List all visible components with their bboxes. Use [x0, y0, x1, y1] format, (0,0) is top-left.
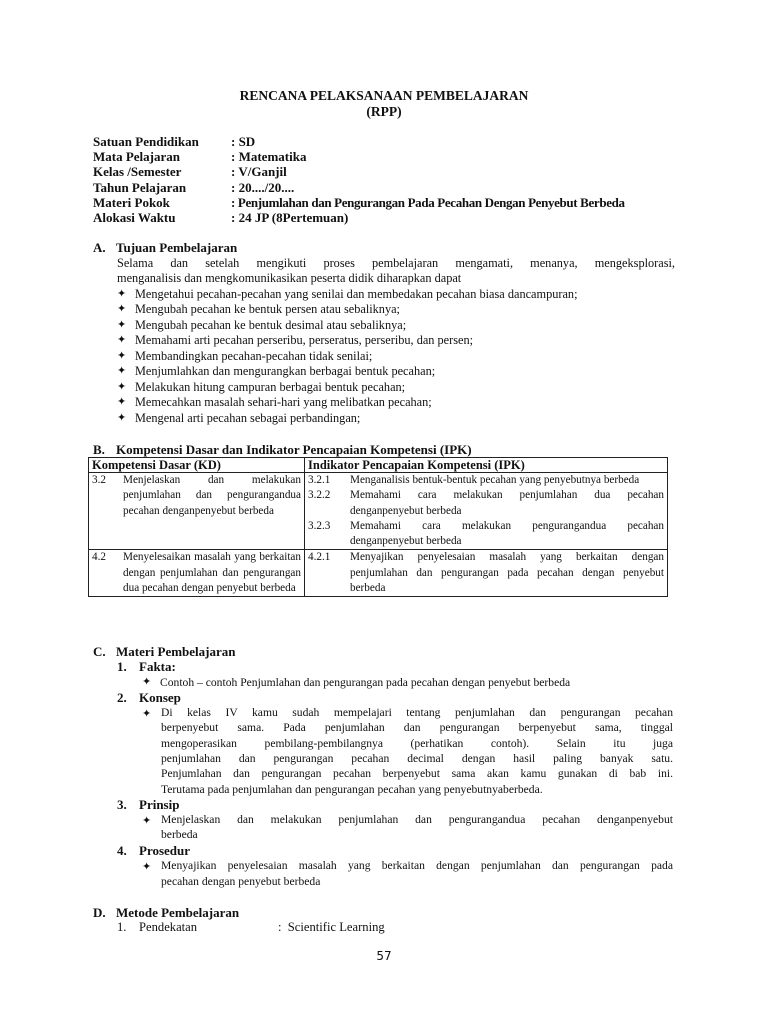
konsep-line: penjumlahan dan pengurangan pecahan decimal dengan hasil paling banyak satu. — [161, 752, 673, 765]
kd-number: 3.2 — [92, 474, 106, 486]
item-title: Prinsip — [139, 797, 180, 812]
konsep-line: mengoperasikan pembilang-pembilangnya (perhatikan contoh). Selain itu juga — [161, 737, 673, 750]
metode-item — [117, 920, 677, 936]
objective-text: Mengubah pecahan ke bentuk desimal atau sebaliknya; — [135, 318, 407, 332]
objective-item — [117, 333, 677, 348]
identity-row — [93, 210, 693, 225]
identity-label: Kelas /Semester — [93, 164, 182, 179]
bullet-icon: ✦ — [117, 288, 127, 300]
objective-item — [117, 287, 677, 302]
identity-row — [93, 149, 693, 164]
section-letter: C. — [93, 644, 106, 659]
section-title: Kompetensi Dasar dan Indikator Pencapaian Kompetensi (IPK) — [116, 442, 472, 457]
section-title: Materi Pembelajaran — [116, 644, 236, 659]
kd-number: 4.2 — [92, 551, 106, 564]
section-a-intro-line2: menganalisis dan mengkomunikasikan peserta didik diharapkan dapat — [117, 271, 462, 285]
ipk-number: 3.2.1 — [308, 474, 331, 486]
item-number: 3. — [117, 797, 127, 812]
objective-text: Memecahkan masalah sehari-hari yang melibatkan pecahan; — [135, 395, 432, 409]
ipk-item — [308, 550, 664, 596]
section-a-heading — [93, 240, 673, 255]
identity-label: Satuan Pendidikan — [93, 134, 199, 149]
bullet-icon: ✦ — [117, 396, 127, 408]
kd-cell — [89, 550, 305, 597]
bullet-icon: ✦ — [117, 381, 127, 393]
ipk-item — [308, 519, 664, 550]
prosedur-line: pecahan dengan penyebut berbeda — [161, 875, 321, 888]
bullet-icon: ✦ — [142, 676, 152, 688]
document-title: RENCANA PELAKSANAAN PEMBELAJARAN — [239, 88, 529, 103]
identity-label: Alokasi Waktu — [93, 210, 176, 225]
prosedur-line: Menyajikan penyelesaian masalah yang berkaitan dengan penjumlahan dan pengurangan pada — [161, 859, 673, 872]
kd-text: Menjelaskan dan melakukan penjumlahan dan pengurangandua pecahan denganpenyebut berbeda — [123, 474, 301, 517]
materi-prinsip-heading — [117, 797, 317, 812]
metode-label: Pendekatan — [139, 920, 198, 934]
ipk-cell — [305, 550, 668, 597]
objective-text: Mengubah pecahan ke bentuk persen atau sebaliknya; — [135, 302, 400, 316]
kd-text: Menyelesaikan masalah yang berkaitan dengan penjumlahan dan pengurangan dua pecahan dengan penyebut berbeda — [123, 551, 301, 595]
item-number: 1. — [117, 659, 127, 674]
objective-item — [117, 318, 677, 333]
identity-value: : Matematika — [231, 149, 307, 164]
ipk-text: Menyajikan penyelesaian masalah yang berkaitan dengan penjumlahan dan pengurangan pada pecahan dengan penyebut berbeda — [350, 551, 664, 595]
objective-text: Melakukan hitung campuran berbagai bentuk pecahan; — [135, 380, 406, 394]
identity-value: : 20..../20.... — [231, 180, 295, 195]
objective-text: Memahami arti pecahan perseribu, perseratus, perseribu, dan persen; — [135, 333, 474, 347]
item-title: Fakta: — [139, 659, 176, 674]
section-letter: A. — [93, 240, 106, 255]
identity-label: Materi Pokok — [93, 195, 170, 210]
identity-row — [93, 164, 693, 179]
table-row — [89, 550, 668, 597]
konsep-line: Di kelas IV kamu sudah mempelajari tentang penjumlahan dan pengurangan pecahan — [161, 706, 673, 719]
identity-value: : 24 JP (8Pertemuan) — [231, 210, 349, 225]
objective-item — [117, 302, 677, 317]
ipk-item — [308, 473, 664, 488]
ipk-cell — [305, 473, 668, 550]
column-header-kd: Kompetensi Dasar (KD) — [89, 458, 305, 473]
bullet-icon: ✦ — [117, 303, 127, 315]
bullet-icon: ✦ — [117, 350, 127, 362]
item-number: 4. — [117, 843, 127, 858]
konsep-line: berpenyebut sama. Pada penjumlahan dan pengurangan berpenyebut sama, tinggal — [161, 721, 673, 734]
materi-konsep-heading — [117, 690, 317, 705]
ipk-text: Memahami cara melakukan pengurangandua pecahan denganpenyebut berbeda — [350, 519, 664, 548]
materi-fakta-heading — [117, 659, 317, 674]
prinsip-line: Menjelaskan dan melakukan penjumlahan dan pengurangandua pecahan denganpenyebut — [161, 813, 673, 826]
section-title: Tujuan Pembelajaran — [116, 240, 238, 255]
ipk-text: Menganalisis bentuk-bentuk pecahan yang penyebutnya berbeda — [350, 474, 640, 486]
materi-text: Contoh – contoh Penjumlahan dan pengurangan pada pecahan dengan penyebut berbeda — [160, 676, 571, 689]
materi-item — [142, 675, 672, 690]
objective-item — [117, 395, 677, 410]
bullet-icon: ✦ — [142, 708, 152, 720]
bullet-icon: ✦ — [117, 365, 127, 377]
konsep-line: Penjumlahan dan pengurangan pecahan berpenyebut sama akan kamu gunakan di bab ini. — [161, 767, 673, 780]
page-number: 57 — [376, 949, 392, 963]
identity-row — [93, 134, 693, 149]
ipk-text: Memahami cara melakukan penjumlahan dua pecahan denganpenyebut berbeda — [350, 489, 664, 517]
identity-row — [93, 195, 693, 210]
objective-text: Mengetahui pecahan-pecahan yang senilai dan membedakan pecahan biasa dancampuran; — [135, 287, 578, 301]
identity-row — [93, 180, 693, 195]
objective-item — [117, 411, 677, 426]
item-number: 2. — [117, 690, 127, 705]
objective-text: Mengenal arti pecahan sebagai perbandingan; — [135, 411, 361, 425]
identity-label: Mata Pelajaran — [93, 149, 181, 164]
bullet-icon: ✦ — [117, 334, 127, 346]
section-d-heading — [93, 905, 673, 920]
bullet-icon: ✦ — [117, 319, 127, 331]
identity-value: : SD — [231, 134, 256, 149]
ipk-number: 3.2.3 — [308, 519, 331, 532]
section-letter: B. — [93, 442, 105, 457]
objective-item — [117, 364, 677, 379]
objective-text: Menjumlahkan dan mengurangkan berbagai bentuk pecahan; — [135, 364, 436, 378]
section-a-intro-line1: Selama dan setelah mengikuti proses pembelajaran mengamati, menanya, mengeksplorasi, — [117, 256, 675, 270]
section-letter: D. — [93, 905, 106, 920]
item-number: 1. — [117, 920, 127, 934]
section-title: Metode Pembelajaran — [116, 905, 240, 920]
materi-prosedur-heading — [117, 843, 317, 858]
competency-table — [88, 457, 668, 597]
document-subtitle: (RPP) — [366, 104, 402, 119]
metode-value: : Scientific Learning — [278, 920, 385, 934]
konsep-line: Terutama pada penjumlahan dan pengurangan pecahan yang penyebutnyaberbeda. — [161, 783, 543, 796]
bullet-icon: ✦ — [142, 815, 152, 827]
ipk-item — [308, 488, 664, 519]
identity-value: : Penjumlahan dan Pengurangan Pada Pecahan Dengan Penyebut Berbeda — [231, 195, 625, 210]
ipk-number: 4.2.1 — [308, 551, 331, 564]
item-title: Prosedur — [139, 843, 191, 858]
objective-text: Membandingkan pecahan-pecahan tidak senilai; — [135, 349, 373, 363]
item-title: Konsep — [139, 690, 181, 705]
objective-item — [117, 349, 677, 364]
bullet-icon: ✦ — [142, 861, 152, 873]
identity-value: : V/Ganjil — [231, 164, 287, 179]
kd-cell — [89, 473, 305, 550]
identity-label: Tahun Pelajaran — [93, 180, 187, 195]
section-b-heading — [93, 442, 673, 457]
table-header-row — [89, 458, 668, 473]
column-header-ipk: Indikator Pencapaian Kompetensi (IPK) — [305, 458, 668, 473]
prinsip-line: berbeda — [161, 828, 198, 841]
bullet-icon: ✦ — [117, 412, 127, 424]
objective-item — [117, 380, 677, 395]
table-row — [89, 473, 668, 550]
ipk-number: 3.2.2 — [308, 489, 331, 502]
section-c-heading — [93, 644, 673, 659]
